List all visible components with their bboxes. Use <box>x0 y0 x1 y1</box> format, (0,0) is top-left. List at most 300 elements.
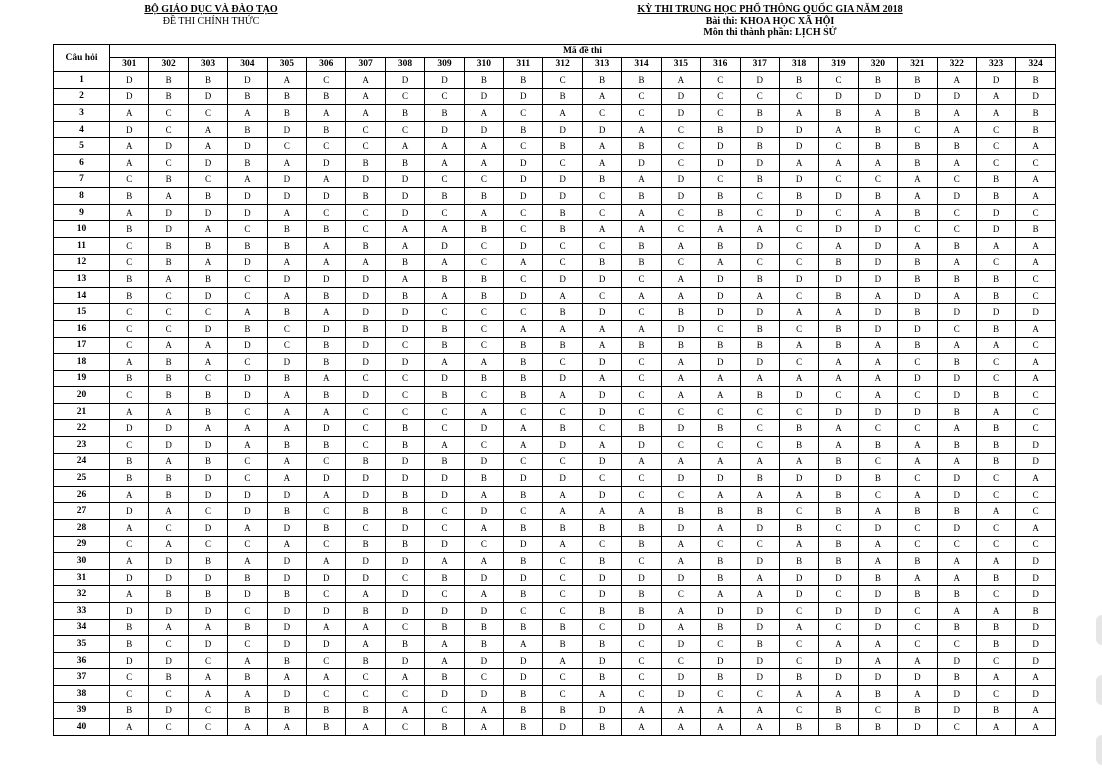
answer-cell: A <box>898 652 937 669</box>
answer-cell: D <box>740 652 779 669</box>
answer-cell: A <box>464 520 503 537</box>
answer-cell: C <box>504 603 543 620</box>
answer-cell: C <box>858 420 897 437</box>
answer-cell: A <box>858 105 897 122</box>
answer-cell: D <box>425 470 464 487</box>
answer-cell: C <box>1016 204 1056 221</box>
answer-cell: B <box>543 636 582 653</box>
answer-cell: C <box>346 138 385 155</box>
answer-cell: D <box>228 387 267 404</box>
answer-cell: D <box>622 437 661 454</box>
answer-cell: B <box>307 719 346 736</box>
answer-cell: B <box>307 337 346 354</box>
exam-code-303: 303 <box>188 57 227 71</box>
answer-cell: D <box>228 503 267 520</box>
answer-cell: B <box>1016 221 1056 238</box>
answer-cell: D <box>385 320 424 337</box>
answer-cell: B <box>740 470 779 487</box>
answer-cell: B <box>819 287 858 304</box>
answer-cell: D <box>464 420 503 437</box>
answer-cell: C <box>425 403 464 420</box>
exam-code-302: 302 <box>149 57 188 71</box>
answer-cell: B <box>701 569 740 586</box>
answer-cell: A <box>307 403 346 420</box>
answer-cell: C <box>898 420 937 437</box>
ministry-name: BỘ GIÁO DỤC VÀ ĐÀO TẠO <box>144 4 278 15</box>
answer-cell: B <box>701 121 740 138</box>
answer-cell: C <box>898 354 937 371</box>
answer-cell: D <box>661 105 700 122</box>
answer-cell: D <box>228 204 267 221</box>
question-number: 31 <box>54 569 110 586</box>
answer-cell: B <box>622 188 661 205</box>
answer-cell: D <box>110 503 149 520</box>
answer-cell: B <box>543 619 582 636</box>
answer-cell: A <box>661 370 700 387</box>
answer-cell: D <box>385 304 424 321</box>
answer-cell: B <box>385 437 424 454</box>
answer-cell: A <box>188 354 227 371</box>
answer-cell: B <box>464 72 503 89</box>
answer-cell: C <box>307 503 346 520</box>
answer-cell: C <box>385 121 424 138</box>
answer-cell: A <box>504 254 543 271</box>
table-row <box>54 204 1056 221</box>
answer-cell: D <box>228 188 267 205</box>
answer-cell: C <box>188 105 227 122</box>
answer-cell: D <box>385 470 424 487</box>
answer-cell: A <box>267 470 306 487</box>
answer-cell: C <box>1016 271 1056 288</box>
answer-cell: D <box>1016 569 1056 586</box>
answer-cell: D <box>307 569 346 586</box>
answer-cell: C <box>110 320 149 337</box>
answer-cell: A <box>858 204 897 221</box>
answer-cell: B <box>385 105 424 122</box>
answer-cell: B <box>976 453 1015 470</box>
answer-cell: C <box>701 171 740 188</box>
answer-cell: C <box>504 304 543 321</box>
answer-cell: D <box>464 88 503 105</box>
answer-cell: D <box>1016 652 1056 669</box>
answer-cell: A <box>149 188 188 205</box>
answer-cell: D <box>346 486 385 503</box>
answer-cell: D <box>149 652 188 669</box>
answer-cell: D <box>582 453 621 470</box>
answer-cell: A <box>976 553 1015 570</box>
answer-cell: D <box>858 520 897 537</box>
answer-cell: D <box>307 320 346 337</box>
answer-cell: C <box>267 320 306 337</box>
answer-cell: A <box>110 520 149 537</box>
exam-code-305: 305 <box>267 57 306 71</box>
question-number: 28 <box>54 520 110 537</box>
answer-cell: B <box>149 88 188 105</box>
answer-cell: C <box>110 437 149 454</box>
answer-cell: D <box>464 503 503 520</box>
answer-cell: B <box>976 619 1015 636</box>
answer-cell: D <box>819 221 858 238</box>
answer-cell: A <box>425 287 464 304</box>
answer-cell: B <box>149 171 188 188</box>
answer-cell: B <box>622 72 661 89</box>
answer-cell: B <box>504 586 543 603</box>
answer-cell: D <box>385 204 424 221</box>
answer-cell: A <box>1016 254 1056 271</box>
answer-cell: B <box>622 237 661 254</box>
answer-cell: C <box>110 337 149 354</box>
answer-cell: A <box>267 387 306 404</box>
answer-cell: A <box>582 320 621 337</box>
answer-cell: A <box>740 287 779 304</box>
answer-cell: D <box>1016 304 1056 321</box>
answer-cell: B <box>188 72 227 89</box>
answer-cell: D <box>582 486 621 503</box>
answer-cell: C <box>976 121 1015 138</box>
answer-cell: A <box>110 403 149 420</box>
answer-cell: D <box>228 370 267 387</box>
answer-cell: D <box>1016 636 1056 653</box>
question-number: 8 <box>54 188 110 205</box>
answer-cell: B <box>819 486 858 503</box>
answer-cell: B <box>188 403 227 420</box>
answer-cell: C <box>701 536 740 553</box>
answer-cell: D <box>779 171 818 188</box>
answer-cell: C <box>740 437 779 454</box>
answer-cell: B <box>701 503 740 520</box>
answer-cell: C <box>937 204 976 221</box>
table-row <box>54 503 1056 520</box>
answer-cell: B <box>661 304 700 321</box>
answer-cell: C <box>385 619 424 636</box>
answer-cell: A <box>701 486 740 503</box>
answer-cell: B <box>582 719 621 736</box>
answer-cell: C <box>779 221 818 238</box>
answer-cell: D <box>188 603 227 620</box>
answer-cell: D <box>1016 586 1056 603</box>
answer-cell: A <box>188 254 227 271</box>
table-row <box>54 420 1056 437</box>
answer-cell: D <box>464 569 503 586</box>
answer-cell: A <box>661 619 700 636</box>
answer-cell: A <box>346 636 385 653</box>
answer-cell: D <box>346 470 385 487</box>
answer-cell: B <box>188 586 227 603</box>
exam-code-319: 319 <box>819 57 858 71</box>
answer-cell: C <box>661 204 700 221</box>
answer-cell: D <box>937 685 976 702</box>
question-number: 1 <box>54 72 110 89</box>
answer-cell: C <box>385 719 424 736</box>
answer-cell: C <box>661 121 700 138</box>
answer-cell: C <box>1016 403 1056 420</box>
answer-cell: D <box>267 553 306 570</box>
answer-cell: D <box>661 171 700 188</box>
answer-cell: A <box>819 685 858 702</box>
answer-cell: D <box>188 204 227 221</box>
question-number: 25 <box>54 470 110 487</box>
answer-cell: A <box>1016 320 1056 337</box>
answer-cell: C <box>385 88 424 105</box>
answer-cell: A <box>149 503 188 520</box>
answer-cell: A <box>307 486 346 503</box>
answer-cell: C <box>622 105 661 122</box>
answer-cell: A <box>1016 470 1056 487</box>
answer-cell: B <box>740 105 779 122</box>
answer-cell: B <box>819 254 858 271</box>
answer-cell: B <box>346 702 385 719</box>
answer-cell: A <box>267 669 306 686</box>
answer-cell: A <box>464 486 503 503</box>
answer-cell: A <box>779 370 818 387</box>
answer-cell: C <box>543 669 582 686</box>
answer-cell: A <box>779 337 818 354</box>
answer-cell: C <box>819 138 858 155</box>
answer-cell: C <box>110 536 149 553</box>
answer-cell: A <box>425 254 464 271</box>
answer-cell: D <box>464 652 503 669</box>
answer-cell: A <box>661 72 700 89</box>
answer-cell: A <box>858 370 897 387</box>
answer-cell: D <box>267 569 306 586</box>
answer-cell: A <box>149 337 188 354</box>
answer-cell: B <box>346 652 385 669</box>
answer-cell: C <box>622 387 661 404</box>
answer-cell: B <box>188 453 227 470</box>
answer-cell: B <box>1016 121 1056 138</box>
answer-cell: A <box>425 636 464 653</box>
answer-cell: B <box>976 320 1015 337</box>
answer-cell: A <box>543 320 582 337</box>
answer-cell: A <box>858 553 897 570</box>
answer-cell: D <box>543 171 582 188</box>
answer-cell: A <box>582 154 621 171</box>
table-row <box>54 619 1056 636</box>
answer-cell: D <box>937 387 976 404</box>
table-row <box>54 586 1056 603</box>
answer-cell: A <box>740 370 779 387</box>
answer-cell: B <box>898 254 937 271</box>
answer-cell: B <box>779 437 818 454</box>
table-row <box>54 437 1056 454</box>
answer-cell: B <box>188 237 227 254</box>
answer-cell: C <box>425 503 464 520</box>
table-row <box>54 320 1056 337</box>
answer-cell: A <box>898 569 937 586</box>
answer-cell: B <box>819 503 858 520</box>
answer-cell: C <box>346 437 385 454</box>
answer-cell: A <box>898 437 937 454</box>
answer-cell: D <box>267 486 306 503</box>
answer-cell: B <box>858 437 897 454</box>
question-number: 4 <box>54 121 110 138</box>
answer-cell: B <box>976 636 1015 653</box>
answer-cell: D <box>858 320 897 337</box>
answer-cell: B <box>582 520 621 537</box>
answer-cell: B <box>779 669 818 686</box>
answer-cell: D <box>307 420 346 437</box>
answer-cell: D <box>976 72 1015 89</box>
answer-cell: C <box>582 470 621 487</box>
answer-cell: D <box>385 72 424 89</box>
answer-cell: A <box>504 437 543 454</box>
answer-cell: B <box>385 254 424 271</box>
table-row <box>54 237 1056 254</box>
answer-cell: D <box>188 520 227 537</box>
answer-cell: D <box>622 154 661 171</box>
answer-cell: A <box>307 237 346 254</box>
answer-cell: D <box>701 603 740 620</box>
answer-cell: B <box>228 320 267 337</box>
answer-cell: A <box>149 271 188 288</box>
question-number: 21 <box>54 403 110 420</box>
answer-cell: C <box>622 636 661 653</box>
answer-cell: B <box>425 669 464 686</box>
answer-cell: A <box>464 204 503 221</box>
answer-cell: A <box>267 72 306 89</box>
answer-cell: D <box>740 72 779 89</box>
answer-cell: C <box>307 685 346 702</box>
answer-cell: D <box>819 569 858 586</box>
answer-cell: A <box>622 171 661 188</box>
answer-cell: A <box>307 304 346 321</box>
answer-cell: C <box>110 171 149 188</box>
answer-cell: B <box>425 387 464 404</box>
answer-cell: D <box>228 586 267 603</box>
exam-code-301: 301 <box>110 57 149 71</box>
answer-cell: A <box>858 652 897 669</box>
answer-cell: A <box>110 486 149 503</box>
answer-cell: C <box>976 652 1015 669</box>
answer-cell: B <box>779 188 818 205</box>
answer-cell: A <box>661 453 700 470</box>
answer-cell: D <box>110 603 149 620</box>
answer-cell: D <box>228 486 267 503</box>
answer-cell: D <box>464 453 503 470</box>
answer-cell: C <box>385 569 424 586</box>
answer-cell: D <box>937 88 976 105</box>
answer-cell: C <box>385 337 424 354</box>
answer-cell: D <box>661 88 700 105</box>
answer-cell: A <box>149 536 188 553</box>
answer-cell: B <box>543 520 582 537</box>
answer-cell: D <box>504 237 543 254</box>
answer-cell: C <box>307 536 346 553</box>
answer-cell: D <box>937 486 976 503</box>
answer-cell: C <box>898 636 937 653</box>
subject-line: Bài thi: KHOA HỌC XÃ HỘI <box>705 15 835 27</box>
answer-cell: D <box>504 669 543 686</box>
answer-cell: A <box>937 254 976 271</box>
question-number: 34 <box>54 619 110 636</box>
exam-code-306: 306 <box>307 57 346 71</box>
table-row <box>54 72 1056 89</box>
exam-code-321: 321 <box>898 57 937 71</box>
answer-cell: A <box>819 304 858 321</box>
answer-cell: C <box>622 669 661 686</box>
answer-cell: D <box>504 171 543 188</box>
answer-cell: D <box>149 569 188 586</box>
answer-cell: A <box>819 420 858 437</box>
answer-cell: C <box>346 403 385 420</box>
answer-cell: A <box>267 719 306 736</box>
answer-cell: B <box>385 154 424 171</box>
answer-cell: B <box>110 221 149 238</box>
answer-cell: D <box>898 287 937 304</box>
answer-cell: C <box>740 188 779 205</box>
answer-cell: D <box>188 636 227 653</box>
answer-cell: A <box>858 636 897 653</box>
question-number: 16 <box>54 320 110 337</box>
answer-cell: D <box>661 188 700 205</box>
table-row <box>54 636 1056 653</box>
answer-cell: C <box>819 586 858 603</box>
answer-cell: B <box>464 636 503 653</box>
answer-cell: B <box>464 470 503 487</box>
answer-cell: D <box>385 188 424 205</box>
answer-cell: D <box>385 171 424 188</box>
answer-cell: C <box>188 171 227 188</box>
answer-cell: B <box>543 138 582 155</box>
answer-cell: A <box>937 453 976 470</box>
answer-cell: B <box>701 553 740 570</box>
answer-cell: D <box>464 685 503 702</box>
answer-cell: B <box>976 437 1015 454</box>
answer-cell: A <box>425 221 464 238</box>
answer-cell: D <box>661 320 700 337</box>
answer-cell: B <box>779 553 818 570</box>
answer-cell: D <box>582 121 621 138</box>
answer-cell: C <box>188 719 227 736</box>
answer-cell: A <box>937 105 976 122</box>
page-edge-shadow <box>1096 735 1102 765</box>
table-row <box>54 669 1056 686</box>
answer-cell: B <box>701 669 740 686</box>
answer-cell: B <box>307 437 346 454</box>
answer-cell: B <box>898 503 937 520</box>
answer-cell: C <box>543 254 582 271</box>
question-number: 30 <box>54 553 110 570</box>
answer-cell: A <box>464 138 503 155</box>
answer-cell: C <box>504 204 543 221</box>
answer-cell: B <box>267 652 306 669</box>
answer-cell: C <box>819 171 858 188</box>
answer-cell: D <box>228 337 267 354</box>
table-row <box>54 337 1056 354</box>
answer-cell: C <box>661 403 700 420</box>
answer-cell: B <box>898 72 937 89</box>
answer-cell: A <box>228 652 267 669</box>
answer-cell: C <box>307 204 346 221</box>
answer-cell: C <box>110 254 149 271</box>
answer-cell: B <box>267 105 306 122</box>
answer-cell: A <box>346 72 385 89</box>
answer-cell: A <box>937 603 976 620</box>
answer-cell: D <box>149 221 188 238</box>
answer-cell: B <box>110 619 149 636</box>
header-left <box>96 4 326 28</box>
answer-cell: C <box>937 320 976 337</box>
answer-cell: D <box>937 702 976 719</box>
table-row <box>54 652 1056 669</box>
answer-cell: D <box>267 685 306 702</box>
answer-cell: A <box>267 420 306 437</box>
answer-cell: A <box>740 702 779 719</box>
answer-cell: D <box>110 72 149 89</box>
answer-cell: C <box>504 403 543 420</box>
answer-cell: C <box>661 138 700 155</box>
answer-cell: C <box>898 221 937 238</box>
